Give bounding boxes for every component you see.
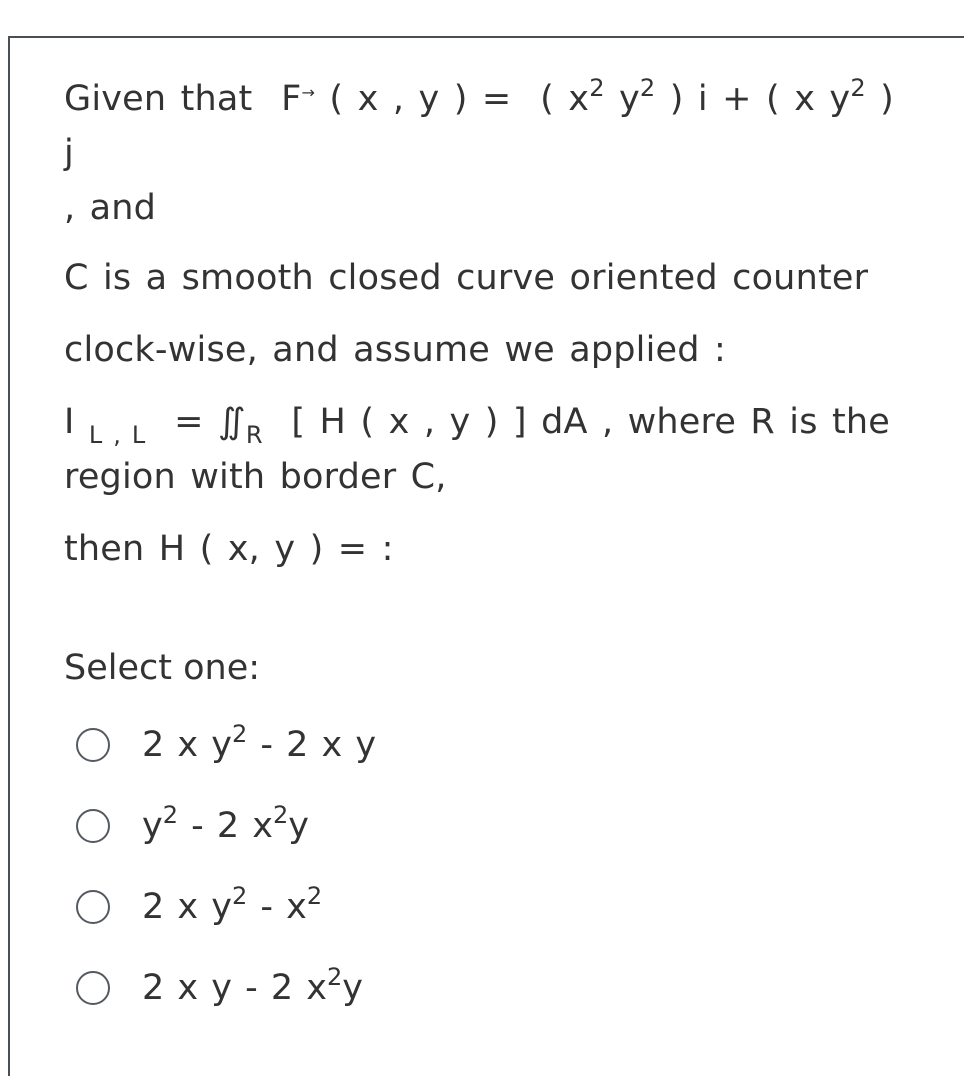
term-j: ) j (64, 79, 895, 174)
vector-F: F (281, 79, 302, 119)
radio-button[interactable] (76, 971, 110, 1005)
option-3[interactable] (76, 866, 376, 947)
option-label[interactable]: $y^2 - 2$ $x^2y$ (142, 800, 310, 846)
region-subscript: R (245, 421, 263, 450)
exponent: 2 (639, 74, 656, 102)
integral-subscript: L , L (88, 421, 146, 450)
option-1[interactable] (76, 704, 376, 785)
question-para-5: then H ( x, y ) = : (64, 528, 394, 569)
double-integral: = ∬ (174, 402, 246, 443)
option-label[interactable]: 2 x $y^2 - x^2$ (142, 881, 323, 927)
radio-button[interactable] (76, 809, 110, 843)
given-text: Given that (64, 79, 253, 119)
question-para-4 (64, 395, 904, 504)
option-2[interactable] (76, 785, 376, 866)
question-text (64, 72, 904, 594)
select-one-label: Select one: (64, 648, 261, 688)
option-4[interactable] (76, 947, 376, 1028)
integral-I: I (64, 402, 75, 443)
term-i: ) i + ( x y (669, 79, 851, 119)
term-y: y (619, 79, 640, 119)
vector-args: ( x , y ) = (329, 79, 512, 119)
integrand-text: [ H ( x , y ) ] dA , where R is the region with border C, (64, 402, 890, 497)
term-x: ( x (540, 79, 590, 119)
question-para-2: C is a smooth closed curve oriented counter (64, 257, 869, 298)
question-para-3: clock-wise, and assume we applied : (64, 330, 726, 370)
and-text: , and (64, 187, 157, 228)
question-line-1 (64, 72, 904, 235)
radio-button[interactable] (76, 890, 110, 924)
vector-arrow: → (301, 83, 316, 102)
radio-button[interactable] (76, 728, 110, 762)
option-label[interactable]: 2 x y - 2 $x^2y$ (142, 962, 363, 1008)
exponent: 2 (850, 74, 866, 102)
option-label[interactable]: 2 x $y^2 - 2$ x y (142, 719, 377, 765)
answer-options (76, 704, 376, 1028)
exponent: 2 (589, 74, 605, 102)
